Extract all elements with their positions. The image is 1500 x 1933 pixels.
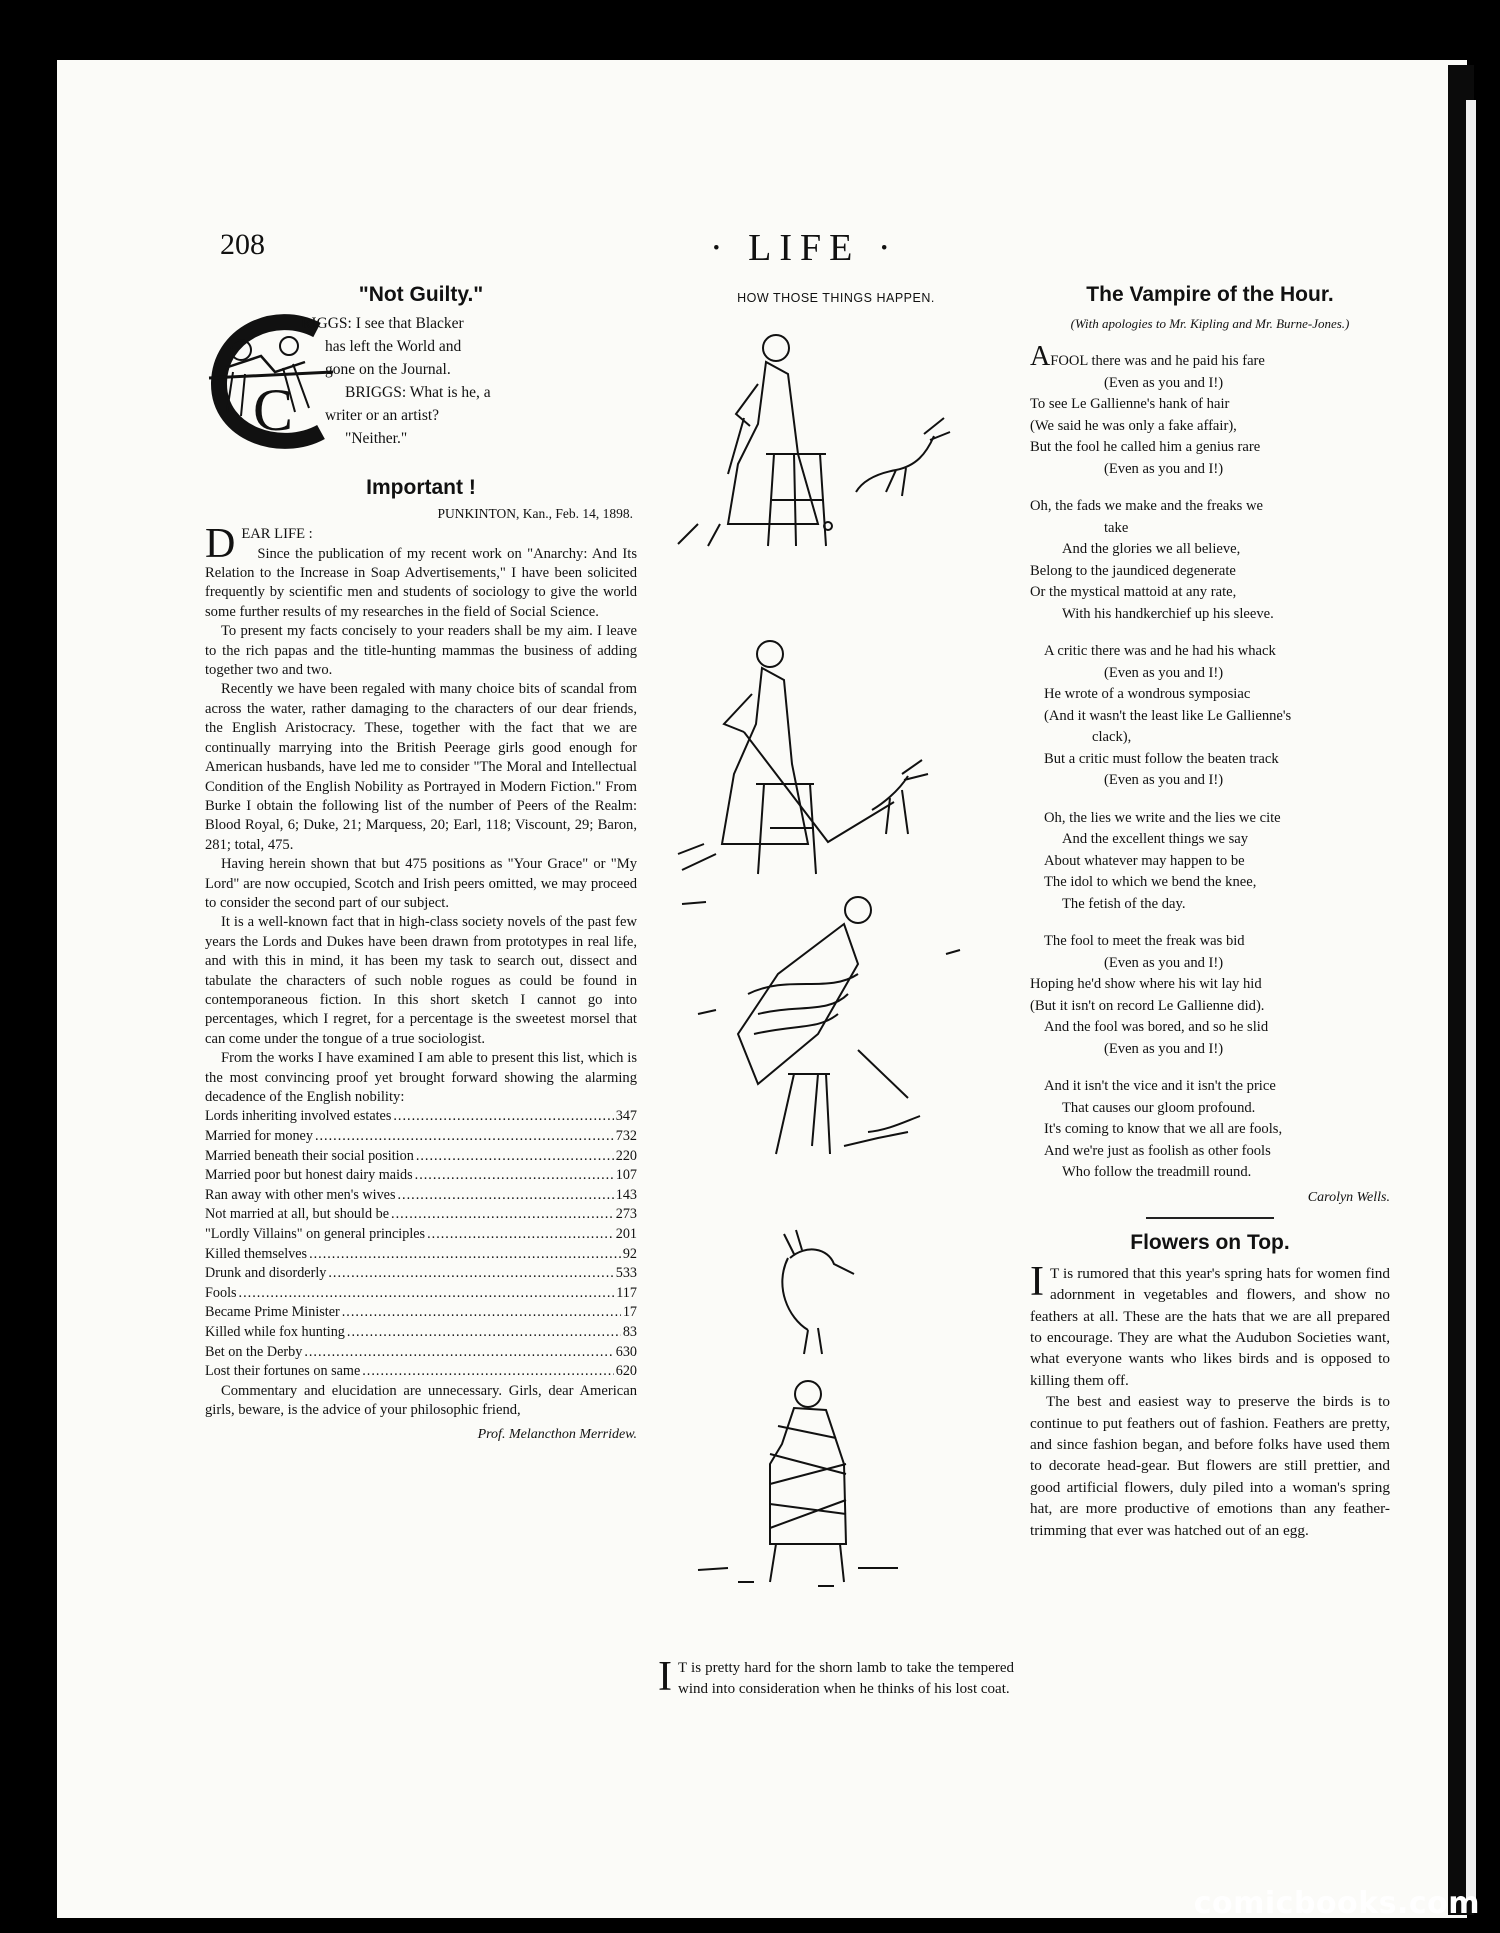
poem-line: clack), [1092, 729, 1132, 746]
poem-line: It's coming to know that we all are fools, [1044, 1121, 1283, 1138]
panel-1-woman-knitting [678, 335, 950, 546]
stanza [1030, 931, 1390, 1060]
cartoon-caption: HOW THOSE THINGS HAPPEN. [737, 291, 935, 305]
paragraph: From the works I have examined I am able to present this list, which is the most convincing proof yet brought forward showing the alarming decadence of the English nobility: [205, 1050, 637, 1105]
stat-label: Married for money [205, 1128, 313, 1144]
poem-line: And the glories we all believe, [1062, 541, 1241, 558]
list-item [205, 1107, 637, 1127]
cartoon-illustration [658, 314, 1014, 1654]
list-item [205, 1127, 637, 1147]
stat-value: 92 [622, 1245, 637, 1262]
list-item [205, 1264, 637, 1284]
not-guilty-dropcap: C [253, 377, 294, 444]
next-page-edge [1466, 100, 1476, 1900]
paragraph: Having herein shown that but 475 positions as "Your Grace" or "My Lord" are now occupied, Scotch and Irish peers omitted, we may proceed to consider the second part of our subject. [205, 856, 637, 911]
stat-label: Lords inheriting involved estates [205, 1108, 392, 1125]
list-item [205, 1362, 637, 1382]
poem-line: About whatever may happen to be [1044, 852, 1245, 869]
stat-value: 107 [615, 1167, 637, 1184]
list-item [205, 1323, 637, 1343]
poem-line: He wrote of a wondrous symposiac [1044, 686, 1251, 703]
not-guilty-block [205, 312, 637, 454]
poem-line: The fetish of the day. [1062, 895, 1186, 912]
poem-line: (Even as you and I!) [1104, 374, 1224, 391]
flowers-title: Flowers on Top. [1130, 1231, 1290, 1255]
flowers-body [1030, 1258, 1390, 1541]
important-title: Important ! [366, 476, 476, 500]
poem-line: (Even as you and I!) [1104, 954, 1224, 971]
important-signature: Prof. Melancthon Merridew. [477, 1426, 637, 1442]
stat-value: 732 [615, 1128, 637, 1144]
poem-line: Or the mystical mattoid at any rate, [1030, 584, 1237, 601]
dialogue-line: BRIGGS: What is he, a [345, 384, 491, 402]
poem-line: Oh, the lies we write and the lies we cite [1044, 809, 1281, 826]
list-item [205, 1147, 637, 1167]
important-dropcap: D [205, 521, 236, 568]
stat-label: Married poor but honest dairy maids [205, 1167, 413, 1184]
nobility-stats-list [205, 1107, 637, 1381]
stat-value: 83 [622, 1323, 637, 1340]
stat-label: Killed while fox hunting [205, 1323, 345, 1340]
paragraph: Recently we have been regaled with many choice bits of scandal from across the water, rather damaging to the characters of our dear friends, the English Aristocracy. These, together with the fact that we are continually marrying into the British Peerage girls good enough for American husbands, have led me to consider "The Moral and Intellectual Condition of the English Nobility as Portrayed in Modern Fiction." From Burke I obtain the following list of the number of Peers of the Realm: Blood Royal, 6; Duke, 21; Marquess, 20; Earl, 118; Viscount, 29; Baron, 281; total, 475. [205, 681, 637, 853]
stat-value: 201 [615, 1225, 637, 1242]
list-item [205, 1284, 637, 1304]
stat-value: 143 [615, 1186, 637, 1203]
dialogue-line: RIGGS: I see that Blacker [301, 315, 464, 333]
list-item [205, 1166, 637, 1186]
poem-line: (Even as you and I!) [1104, 460, 1224, 477]
divider [1146, 1217, 1274, 1219]
lamb-text: T is pretty hard for the shorn lamb to take the tempered wind into consideration when he thinks of his lost coat. [678, 1660, 1014, 1697]
stanza [1030, 808, 1390, 916]
stat-value: 533 [615, 1265, 637, 1282]
stanza [1030, 641, 1390, 792]
vampire-dropcap: A [1030, 341, 1051, 373]
paragraph: Since the publication of my recent work on "Anarchy: And Its Relation to the Increase in Soap Advertisements," I have been solicited frequently by scientific men and students of sociology to give the world some further results of my researches in the field of Social Science. [205, 545, 637, 620]
dialogue [301, 312, 637, 450]
flowers-paragraph: The best and easiest way to preserve the birds is to continue to put feathers out of fashion. Feathers are pretty, and since fashion began, and before folks have used them to decorate head-gear. But flowers are still prettier, and good artificial flowers, duly piled into a woman's spring hat, are more productive of emotions than any feather-trimming that ever was hatched out of an egg. [1030, 1393, 1390, 1539]
poem-line: FOOL there was and he paid his fare [1050, 353, 1265, 370]
salutation: EAR LIFE : [241, 526, 313, 543]
stanza [1030, 341, 1390, 480]
stat-label: Became Prime Minister [205, 1304, 340, 1321]
middle-column [658, 285, 1014, 1700]
dialogue-line: writer or an artist? [325, 407, 440, 425]
vampire-title: The Vampire of the Hour. [1086, 283, 1334, 306]
stat-label: Not married at all, but should be [205, 1206, 390, 1223]
poem-line: take [1104, 519, 1129, 536]
list-item [205, 1245, 637, 1265]
stat-label: Lost their fortunes on same [205, 1363, 361, 1380]
poem-line: The idol to which we bend the knee, [1044, 874, 1257, 891]
left-column [205, 285, 637, 1444]
poem-line: Belong to the jaundiced degenerate [1030, 562, 1236, 579]
poem-line: That causes our gloom profound. [1062, 1099, 1256, 1116]
poem-line: A critic there was and he had his whack [1044, 643, 1276, 660]
poem-line: And the fool was bored, and so he slid [1044, 1019, 1269, 1036]
masthead-title: · LIFE · [710, 227, 899, 269]
poem-line: With his handkerchief up his sleeve. [1062, 605, 1274, 622]
dialogue-line: has left the World and [325, 338, 462, 356]
vampire-subtitle: (With apologies to Mr. Kipling and Mr. Burne-Jones.) [1070, 316, 1350, 332]
page-number: 208 [220, 228, 265, 261]
flowers-dropcap: I [1030, 1258, 1044, 1305]
list-item [205, 1186, 637, 1206]
list-item [205, 1303, 637, 1323]
poem-line: But the fool he called him a genius rare [1030, 439, 1261, 456]
stat-label: Married beneath their social position [205, 1147, 414, 1164]
lamb-paragraph [658, 1654, 1014, 1701]
stat-value: 273 [615, 1206, 637, 1223]
lamb-dropcap: I [658, 1654, 672, 1701]
panel-3-woman-tangled [682, 897, 960, 1154]
right-column [1030, 285, 1390, 1541]
poem-line: (We said he was only a fake affair), [1030, 417, 1237, 434]
poem-line: The fool to meet the freak was bid [1044, 933, 1245, 950]
dialogue-line: "Neither." [345, 430, 408, 448]
stat-value: 117 [616, 1284, 637, 1301]
poem-line: Oh, the fads we make and the freaks we [1030, 498, 1264, 515]
poem-line: And the excellent things we say [1062, 831, 1249, 848]
list-item [205, 1343, 637, 1363]
poem-line: (But it isn't on record Le Gallienne did). [1030, 997, 1265, 1014]
salutation-line [205, 521, 637, 568]
not-guilty-title: "Not Guilty." [358, 283, 484, 306]
stat-value: 347 [615, 1108, 637, 1125]
flowers-paragraph: T is rumored that this year's spring hats for women find adornment in vegetables and flowers, and show no feathers at all. These are the hats that we are all prepared to encourage. They are what the Audubon Societies want, what everyone wants who likes birds and is opposed to killing them off. [1030, 1264, 1390, 1389]
poem-line: And we're just as foolish as other fools [1044, 1142, 1271, 1159]
stat-label: Killed themselves [205, 1245, 308, 1262]
list-item [205, 1205, 637, 1225]
stanza [1030, 496, 1390, 625]
watermark: comicbooks.com [1193, 1886, 1480, 1921]
poem-line: To see Le Gallienne's hank of hair [1030, 396, 1230, 413]
poem-line: Who follow the treadmill round. [1062, 1164, 1252, 1181]
poem-line: But a critic must follow the beaten track [1044, 750, 1279, 767]
stat-value: 17 [622, 1304, 637, 1321]
dialogue-line: gone on the Journal. [325, 361, 451, 379]
vampire-signature: Carolyn Wells. [1307, 1189, 1390, 1205]
stat-label: Fools [205, 1284, 237, 1301]
poem-line: And it isn't the vice and it isn't the price [1044, 1078, 1276, 1095]
closing-paragraph: Commentary and elucidation are unnecessary. Girls, dear American girls, beware, is the advice of your philosophic friend, [205, 1382, 637, 1419]
poem-line: (Even as you and I!) [1104, 664, 1224, 681]
dateline: PUNKINTON, Kan., Feb. 14, 1898. [437, 505, 633, 521]
stat-value: 220 [615, 1147, 637, 1164]
poem-line: (Even as you and I!) [1104, 1040, 1224, 1057]
paragraph: It is a well-known fact that in high-class society novels of the past few years the Lords and Dukes have been drawn from prototypes in real life, and with this in mind, it has been my task to search out, dissect and tabulate the characters of such noble rogues as could be found in contemporaneous fiction. In this short sketch I cannot go into percentages, which I regret, for a percentage is the sweetest morsel that can come under the tongue of a true sociologist. [205, 914, 637, 1047]
paragraph: To present my facts concisely to your readers shall be my aim. I leave to the rich papas and the title-hunting mammas the business of adding together two and two. [205, 623, 637, 679]
stat-label: Ran away with other men's wives [205, 1186, 396, 1203]
stat-label: Bet on the Derby [205, 1343, 303, 1360]
poem-line: (And it wasn't the least like Le Gallienne's [1044, 707, 1292, 724]
poem-line: Hoping he'd show where his wit lay hid [1030, 976, 1262, 993]
poem-line: (Even as you and I!) [1104, 772, 1224, 789]
panel-4-woman-bound [698, 1230, 898, 1586]
stat-value: 620 [615, 1363, 637, 1380]
stat-label: "Lordly Villains" on general principles [205, 1225, 426, 1242]
list-item [205, 1225, 637, 1245]
stat-label: Drunk and disorderly [205, 1265, 327, 1282]
panel-2-woman-knitting [678, 641, 928, 874]
stat-value: 630 [615, 1343, 637, 1360]
stanza [1030, 1076, 1390, 1184]
